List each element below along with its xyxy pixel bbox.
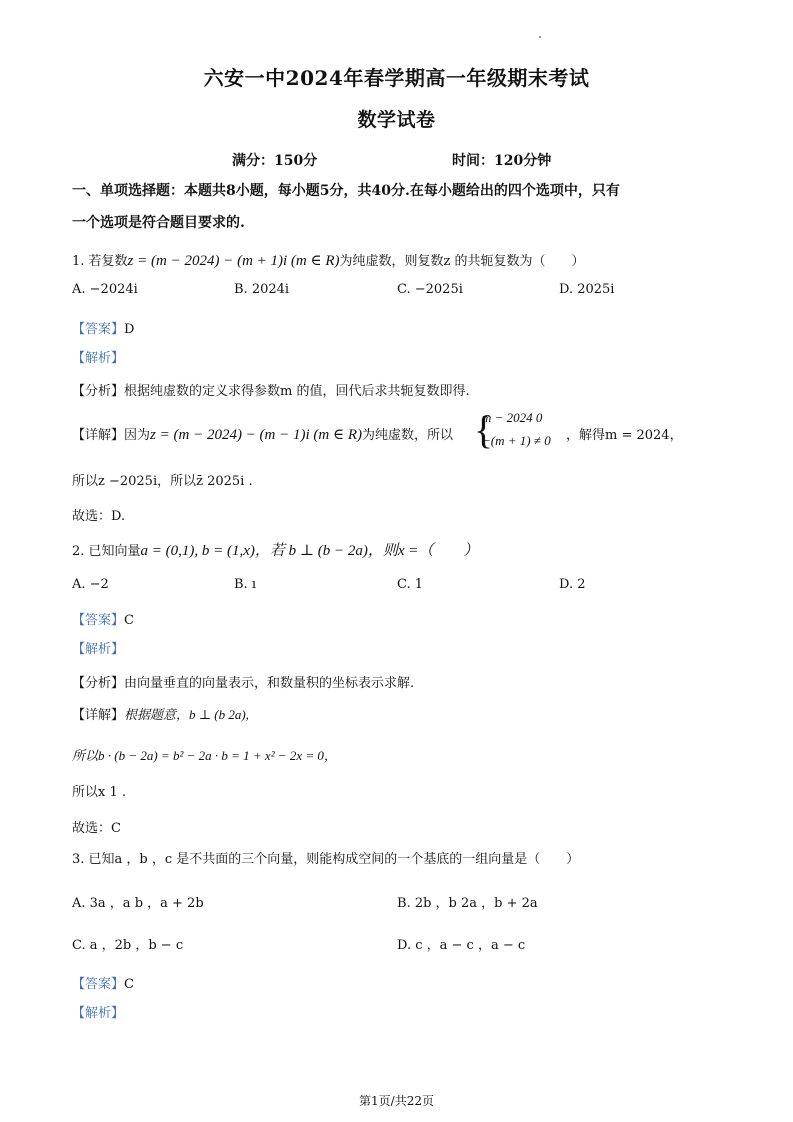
q1-detail [72,424,453,444]
q1-formula: z = (m − 2024) − (m + 1)i (m ∈ R) [127,253,340,269]
q3-option-b: B. 2b ，b 2a ，b + 2a [397,896,538,911]
brace-symbol: { [474,407,494,452]
q2-analysis [72,672,414,691]
q2-stem [72,539,478,560]
q1-system-line1: m − 2024 0 [482,410,543,425]
q2-option-b: B. ı [234,577,256,592]
q3-stem: 3. 已知a ，b ，c 是不共面的三个向量，则能构成空间的一个基底的一组向量是（ ） [72,852,580,867]
q3-option-c: C. a ，2b ，b − c [72,938,184,953]
q2-detail [72,704,249,723]
q2-prefix: 2. 已知向量 [72,544,141,559]
q1-analysis-text: 根据纯虚数的定义求得参数m 的值，回代后求共轭复数即得. [124,384,470,399]
q2-option-c: C. 1 [397,577,424,592]
full-score: 满分：150分 [232,153,318,169]
answer-label: 【答案】 [72,613,125,628]
q2-formula: a = (0,1), b = (1,x)，若 b ⊥ (b − 2a)，则x =（ ） [140,543,479,559]
q2-answer [72,609,134,628]
exam-title: 六安一中2024年春学期高一年级期末考试 [203,66,590,90]
scan-dot [539,36,541,38]
q1-detail-result: ，解得m = 2024， [566,428,683,443]
q1-prefix: 1. 若复数 [72,254,128,269]
q1-answer-value: D [124,322,135,337]
detail-label: 【详解】 [72,708,125,723]
q3-option-a: A. 3a ，a b ，a + 2b [72,896,204,911]
time-limit: 时间：120分钟 [452,153,552,169]
q2-detail-line2: 所以b · (b − 2a) = b² − 2a · b = 1 + x² − 2x = 0， [72,748,337,763]
analysis-label: 【分析】 [72,676,125,691]
q1-stem [72,250,585,270]
q1-suffix: 为纯虚数，则复数z 的共轭复数为（ ） [339,254,585,269]
q1-conclusion: 故选：D. [72,509,126,524]
q2-detail-line3: 所以x 1 . [72,785,126,800]
q1-detail-mid: 为纯虚数，所以 [362,428,454,443]
q2-option-d: D. 2 [559,577,586,592]
q2-solution-label: 【解析】 [72,642,125,657]
q2-conclusion: 故选：C [72,821,121,836]
q1-equation-system [474,407,564,453]
q2-answer-value: C [124,613,134,628]
q1-system-line2: −(m + 1) ≠ 0 [482,433,551,448]
answer-label: 【答案】 [72,977,125,992]
q2-detail-text: 根据题意，b ⊥ (b 2a), [124,707,249,722]
q1-answer [72,318,134,337]
analysis-label: 【分析】 [72,384,125,399]
q2-option-a: A. −2 [72,577,109,592]
q1-detail-formula: z = (m − 2024) − (m − 1)i (m ∈ R) [150,427,363,443]
section-heading-line2: 一个选项是符合题目要求的. [72,215,245,231]
q1-detail-prefix: 因为 [124,428,151,443]
paper-subtitle: 数学试卷 [357,109,436,131]
q1-detail-line2: 所以z −2025i，所以z̄ 2025i . [72,474,253,489]
q3-solution-label: 【解析】 [72,1006,125,1021]
q2-analysis-text: 由向量垂直的向量表示，和数量积的坐标表示求解. [124,676,415,691]
page-number: 第1页/共22页 [359,1094,434,1108]
answer-label: 【答案】 [72,322,125,337]
section-heading-line1: 一、单项选择题：本题共8小题，每小题5分，共40分.在每小题给出的四个选项中，只有 [72,183,620,199]
q3-answer [72,973,134,992]
q1-option-a: A. −2024i [72,282,138,297]
q1-option-c: C. −2025i [397,282,463,297]
q1-analysis [72,380,470,399]
detail-label: 【详解】 [72,428,125,443]
q1-option-b: B. 2024i [234,282,290,297]
q1-solution-label: 【解析】 [72,351,125,366]
q3-option-d: D. c ，a − c ，a − c [397,938,526,953]
q1-option-d: D. 2025i [559,282,615,297]
q3-answer-value: C [124,977,134,992]
